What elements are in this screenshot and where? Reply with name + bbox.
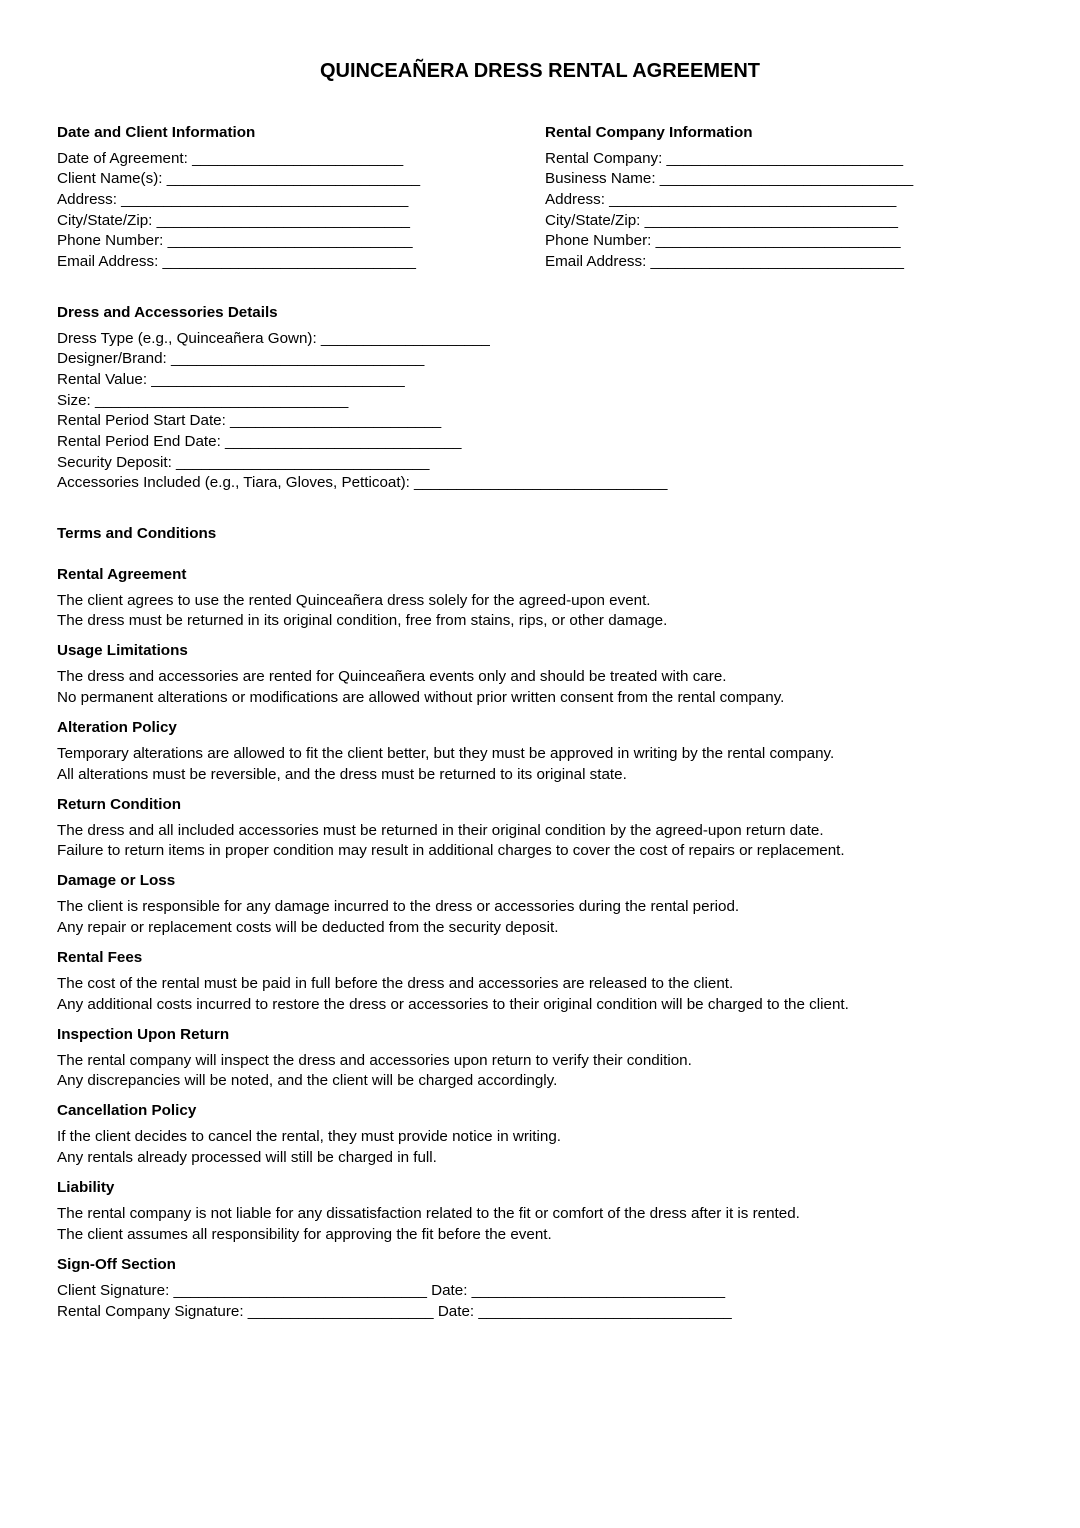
- company-city-state-zip-field[interactable]: City/State/Zip: ______________________________: [545, 211, 898, 229]
- section-text: The dress and all included accessories must be returned in their original condition by the agreed-upon return date.: [57, 821, 824, 839]
- terms-section: [57, 565, 849, 632]
- designer-brand-field[interactable]: Designer/Brand: ______________________________: [57, 350, 425, 368]
- security-deposit-field[interactable]: Security Deposit: ______________________________: [57, 453, 430, 471]
- terms-section: [57, 1255, 849, 1322]
- client-city-state-zip-field[interactable]: City/State/Zip: ______________________________: [57, 211, 410, 229]
- section-text: Temporary alterations are allowed to fit the client better, but they must be approved in writing by the rental company.: [57, 744, 835, 762]
- section-heading: Sign-Off Section: [57, 1255, 176, 1273]
- section-heading: Inspection Upon Return: [57, 1025, 230, 1043]
- section-heading: Damage or Loss: [57, 872, 176, 890]
- rental-value-field[interactable]: Rental Value: ______________________________: [57, 370, 405, 388]
- section-text: The dress must be returned in its original condition, free from stains, rips, or other damage.: [57, 612, 668, 630]
- section-text: The dress and accessories are rented for Quinceañera events only and should be treated with care.: [57, 668, 727, 686]
- company-info-heading: Rental Company Information: [545, 123, 753, 141]
- dress-type-field[interactable]: Dress Type (e.g., Quinceañera Gown): ____________________: [57, 329, 490, 347]
- section-heading: Rental Agreement: [57, 565, 187, 583]
- business-name-field[interactable]: Business Name: ______________________________: [545, 170, 914, 188]
- client-address-field[interactable]: Address: __________________________________: [57, 190, 409, 208]
- client-name-field[interactable]: Client Name(s): ______________________________: [57, 170, 421, 188]
- section-heading: Usage Limitations: [57, 642, 188, 660]
- terms-heading: Terms and Conditions: [57, 524, 217, 542]
- section-text: Failure to return items in proper condition may result in additional charges to cover the cost of repairs or replacement.: [57, 842, 845, 860]
- company-phone-field[interactable]: Phone Number: _____________________________: [545, 232, 901, 250]
- company-email-field[interactable]: Email Address: ______________________________: [545, 253, 904, 271]
- company-address-field[interactable]: Address: __________________________________: [545, 190, 897, 208]
- company-info-section: [545, 123, 913, 273]
- document-title: QUINCEAÑERA DRESS RENTAL AGREEMENT: [319, 60, 761, 82]
- section-text: Any additional costs incurred to restore the dress or accessories to their original condition will be charged to the client.: [57, 995, 849, 1013]
- client-info-heading: Date and Client Information: [57, 123, 256, 141]
- terms-section: [57, 871, 849, 938]
- section-text: All alterations must be reversible, and the dress must be returned to its original state.: [57, 765, 627, 783]
- size-field[interactable]: Size: ______________________________: [57, 391, 349, 409]
- terms-sections: [57, 565, 849, 1332]
- section-text: The rental company is not liable for any dissatisfaction related to the fit or comfort of the dress after it is rented.: [57, 1205, 800, 1223]
- terms-section: [57, 718, 849, 785]
- terms-section: [57, 948, 849, 1015]
- terms-section: [57, 1025, 849, 1092]
- section-heading: Rental Fees: [57, 949, 143, 967]
- section-text: If the client decides to cancel the rental, they must provide notice in writing.: [57, 1128, 561, 1146]
- section-text: Any discrepancies will be noted, and the client will be charged accordingly.: [57, 1072, 558, 1090]
- rental-start-date-field[interactable]: Rental Period Start Date: _________________________: [57, 412, 442, 430]
- terms-section: [57, 641, 849, 708]
- client-email-field[interactable]: Email Address: ______________________________: [57, 253, 416, 271]
- rental-end-date-field[interactable]: Rental Period End Date: ____________________________: [57, 433, 462, 451]
- client-phone-field[interactable]: Phone Number: _____________________________: [57, 232, 413, 250]
- section-heading: Alteration Policy: [57, 718, 177, 736]
- section-text: Any rentals already processed will still be charged in full.: [57, 1149, 437, 1167]
- signature-field[interactable]: Rental Company Signature: ______________________ Date: ______________________________: [57, 1302, 732, 1320]
- dress-details-heading: Dress and Accessories Details: [57, 303, 278, 321]
- section-text: Any repair or replacement costs will be deducted from the security deposit.: [57, 919, 559, 937]
- section-heading: Return Condition: [57, 795, 182, 813]
- section-text: The client is responsible for any damage incurred to the dress or accessories during the rental period.: [57, 898, 740, 916]
- section-text: The client assumes all responsibility for approving the fit before the event.: [57, 1225, 552, 1243]
- section-text: The client agrees to use the rented Quinceañera dress solely for the agreed-upon event.: [57, 591, 651, 609]
- client-info-section: [57, 123, 420, 273]
- terms-heading-block: [57, 524, 216, 550]
- signature-field[interactable]: Client Signature: ______________________________ Date: ______________________________: [57, 1281, 726, 1299]
- section-text: No permanent alterations or modifications are allowed without prior written consent from the rental company.: [57, 688, 785, 706]
- terms-section: [57, 1101, 849, 1168]
- terms-section: [57, 1178, 849, 1245]
- date-of-agreement-field[interactable]: Date of Agreement: _________________________: [57, 149, 404, 167]
- rental-company-field[interactable]: Rental Company: ____________________________: [545, 149, 904, 167]
- accessories-included-field[interactable]: Accessories Included (e.g., Tiara, Gloves, Petticoat): ______________________________: [57, 474, 668, 492]
- section-heading: Cancellation Policy: [57, 1102, 197, 1120]
- section-text: The cost of the rental must be paid in full before the dress and accessories are released to the client.: [57, 975, 734, 993]
- terms-section: [57, 795, 849, 862]
- section-heading: Liability: [57, 1179, 115, 1197]
- section-text: The rental company will inspect the dress and accessories upon return to verify their condition.: [57, 1051, 692, 1069]
- dress-details-section: [57, 303, 667, 495]
